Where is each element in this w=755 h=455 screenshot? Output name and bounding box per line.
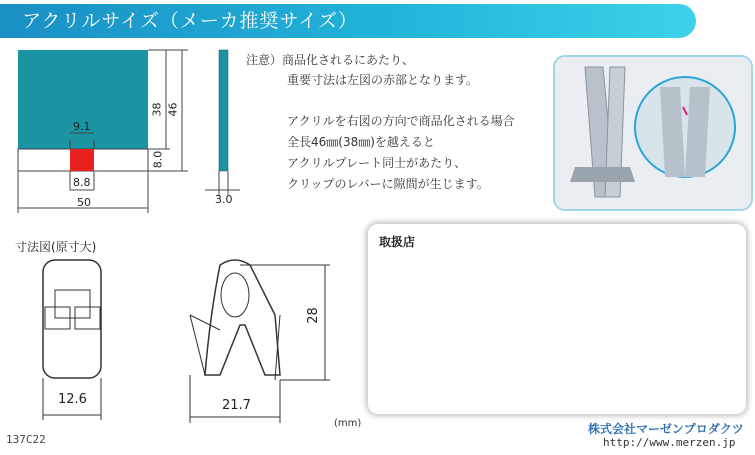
dim-28: 28 bbox=[305, 307, 321, 324]
dim-21-7: 21.7 bbox=[222, 398, 251, 413]
note-line-2: 重要寸法は左図の赤部となります。 bbox=[287, 73, 479, 87]
note-line-5: アクリルプレート同士があたり、 bbox=[287, 156, 467, 170]
acrylic-plate bbox=[18, 50, 148, 149]
dim-12-6: 12.6 bbox=[58, 392, 87, 407]
dim-9-1: 9.1 bbox=[73, 120, 91, 133]
dim-50: 50 bbox=[77, 196, 91, 209]
dim-46: 46 bbox=[166, 102, 180, 117]
acrylic-dimension-diagram bbox=[0, 40, 240, 220]
dealer-label: 取扱店 bbox=[379, 235, 416, 249]
dim-8-8: 8.8 bbox=[73, 176, 91, 189]
critical-area bbox=[70, 149, 94, 171]
dim-8-0: 8.0 bbox=[151, 150, 165, 169]
company-url[interactable]: http://www.merzen.jp bbox=[603, 436, 736, 449]
scale-drawing-title: 寸法図(原寸大) bbox=[15, 240, 97, 254]
note-line-4: 全長46㎜(38㎜)を越えると bbox=[287, 135, 435, 149]
dealer-box bbox=[368, 224, 746, 414]
unit-label: (mm) bbox=[334, 418, 362, 429]
product-code: 137C22 bbox=[6, 433, 46, 446]
note-line-3: アクリルを右図の方向で商品化される場合 bbox=[287, 114, 515, 128]
product-photo bbox=[553, 55, 753, 211]
clip-side-view bbox=[180, 255, 340, 425]
note-line-1: 注意）商品化されるにあたり、 bbox=[246, 53, 415, 67]
page-title: アクリルサイズ（メーカ推奨サイズ） bbox=[22, 10, 359, 32]
clip-photo-illustration bbox=[555, 57, 751, 209]
acrylic-side-plate bbox=[219, 50, 228, 171]
dim-3-0: 3.0 bbox=[215, 193, 233, 206]
note-line-6: クリップのレバーに隙間が生じます。 bbox=[287, 177, 489, 191]
dim-38: 38 bbox=[150, 102, 164, 117]
company-name: 株式会社マーゼンプロダクツ bbox=[588, 422, 744, 436]
